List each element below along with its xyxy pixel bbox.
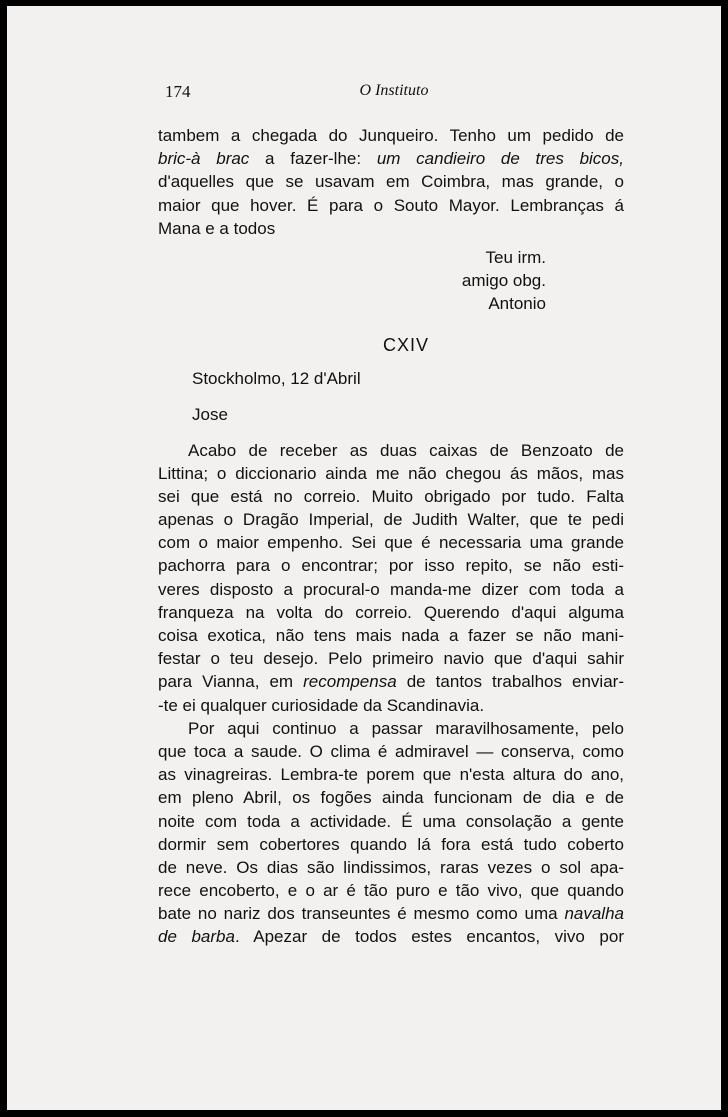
text-line [158,694,624,717]
text-line [158,879,624,902]
signature-line: Antonio [488,294,546,314]
text-run: festar o teu desejo. Pelo primeiro navio que d'aqui sahir [158,649,624,669]
text-line [158,717,624,740]
text-line [158,170,624,193]
text-run: Mana e a todos [158,218,276,238]
text-run: noite com toda a actividade. É uma consolação a gente [158,811,624,831]
text-line [158,147,624,170]
text-line [158,786,624,809]
text-run: em pleno Abril, os fogões ainda funcionam de dia e de [158,788,624,808]
text-run: veres disposto a procural-o manda-me dizer com toda a [158,579,624,599]
page-header [157,82,631,106]
text-run: de neve. Os dias são lindissimos, raras vezes o sol apa- [158,857,624,877]
text-run: dormir sem cobertores quando lá fora está tudo coberto [158,834,624,854]
text-line [158,124,624,147]
text-run: apenas o Dragão Imperial, de Judith Walter, que te pedi [158,510,624,530]
text-run: bate no nariz dos transeuntes é mesmo como uma [158,904,565,924]
letter-end-text [158,124,624,240]
place-date: Stockholmo, 12 d'Abril [192,368,361,388]
text-line [158,578,624,601]
text-run: para Vianna, em [158,672,304,692]
page-number: 174 [165,82,191,101]
text-line [158,217,624,240]
salutation: Jose [192,404,228,424]
text-line [158,856,624,879]
text-line [158,439,624,462]
italic-text: navalha [564,904,624,924]
italic-text: de barba [158,927,235,947]
text-line [158,902,624,925]
text-line [158,624,624,647]
text-line [158,194,624,217]
text-run: com o maior empenho. Sei que é necessaria uma grande [158,533,624,553]
text-line [158,601,624,624]
text-run: rece encoberto, e o ar é tão puro e tão vivo, que quando [158,881,624,901]
text-line [158,763,624,786]
text-run: . Apezar de todos estes encantos, vivo por [234,927,624,947]
text-run: maior que hover. É para o Souto Mayor. Lembranças á [158,195,624,215]
italic-text: um candieiro de tres bicos, [376,149,624,169]
text-run: Por aqui continuo a passar maravilhosamente, pelo [188,718,624,738]
text-run: d'aquelles que se usavam em Coimbra, mas grande, o [158,172,624,192]
text-line [158,554,624,577]
text-run: Littina; o diccionario ainda me não chegou ás mãos, mas [158,463,624,483]
text-line [158,670,624,693]
text-line [158,508,624,531]
text-line [158,810,624,833]
italic-text: bric-à brac [158,149,250,169]
text-line [158,485,624,508]
text-run: Acabo de receber as duas caixas de Benzoato de [188,440,624,460]
text-run: -te ei qualquer curiosidade da Scandinavia. [158,695,485,715]
text-run: tambem a chegada do Junqueiro. Tenho um pedido de [158,126,624,145]
running-title: O Instituto [359,82,429,99]
text-run: sei que está no correio. Muito obrigado por tudo. Falta [158,486,624,506]
italic-text: recompensa [303,672,397,692]
text-run: de tantos trabalhos enviar- [396,672,624,692]
text-run: franqueza na volta do correio. Querendo d'aqui alguma [158,602,624,622]
text-run: as vinagreiras. Lembra-te porem que n'esta altura do ano, [158,765,624,785]
paragraph-2 [158,717,624,949]
text-line [158,647,624,670]
page-body [158,124,624,949]
text-line [158,531,624,554]
signature-line: Teu irm. [485,247,546,267]
text-line [158,462,624,485]
signature-line: amigo obg. [461,271,546,291]
letter-number: CXIV [382,334,429,355]
paragraph-1 [158,439,624,717]
text-run: que toca a saude. O clima é admiravel — conserva, como [158,741,624,761]
text-line [158,833,624,856]
signature [158,246,624,316]
text-run: pachorra para o encontrar; por isso repito, se não esti- [158,556,624,576]
text-line [158,740,624,763]
text-line [158,925,624,948]
text-run: coisa exotica, não tens mais nada a fazer se não mani- [158,626,624,645]
text-run: a fazer-lhe: [249,149,377,169]
